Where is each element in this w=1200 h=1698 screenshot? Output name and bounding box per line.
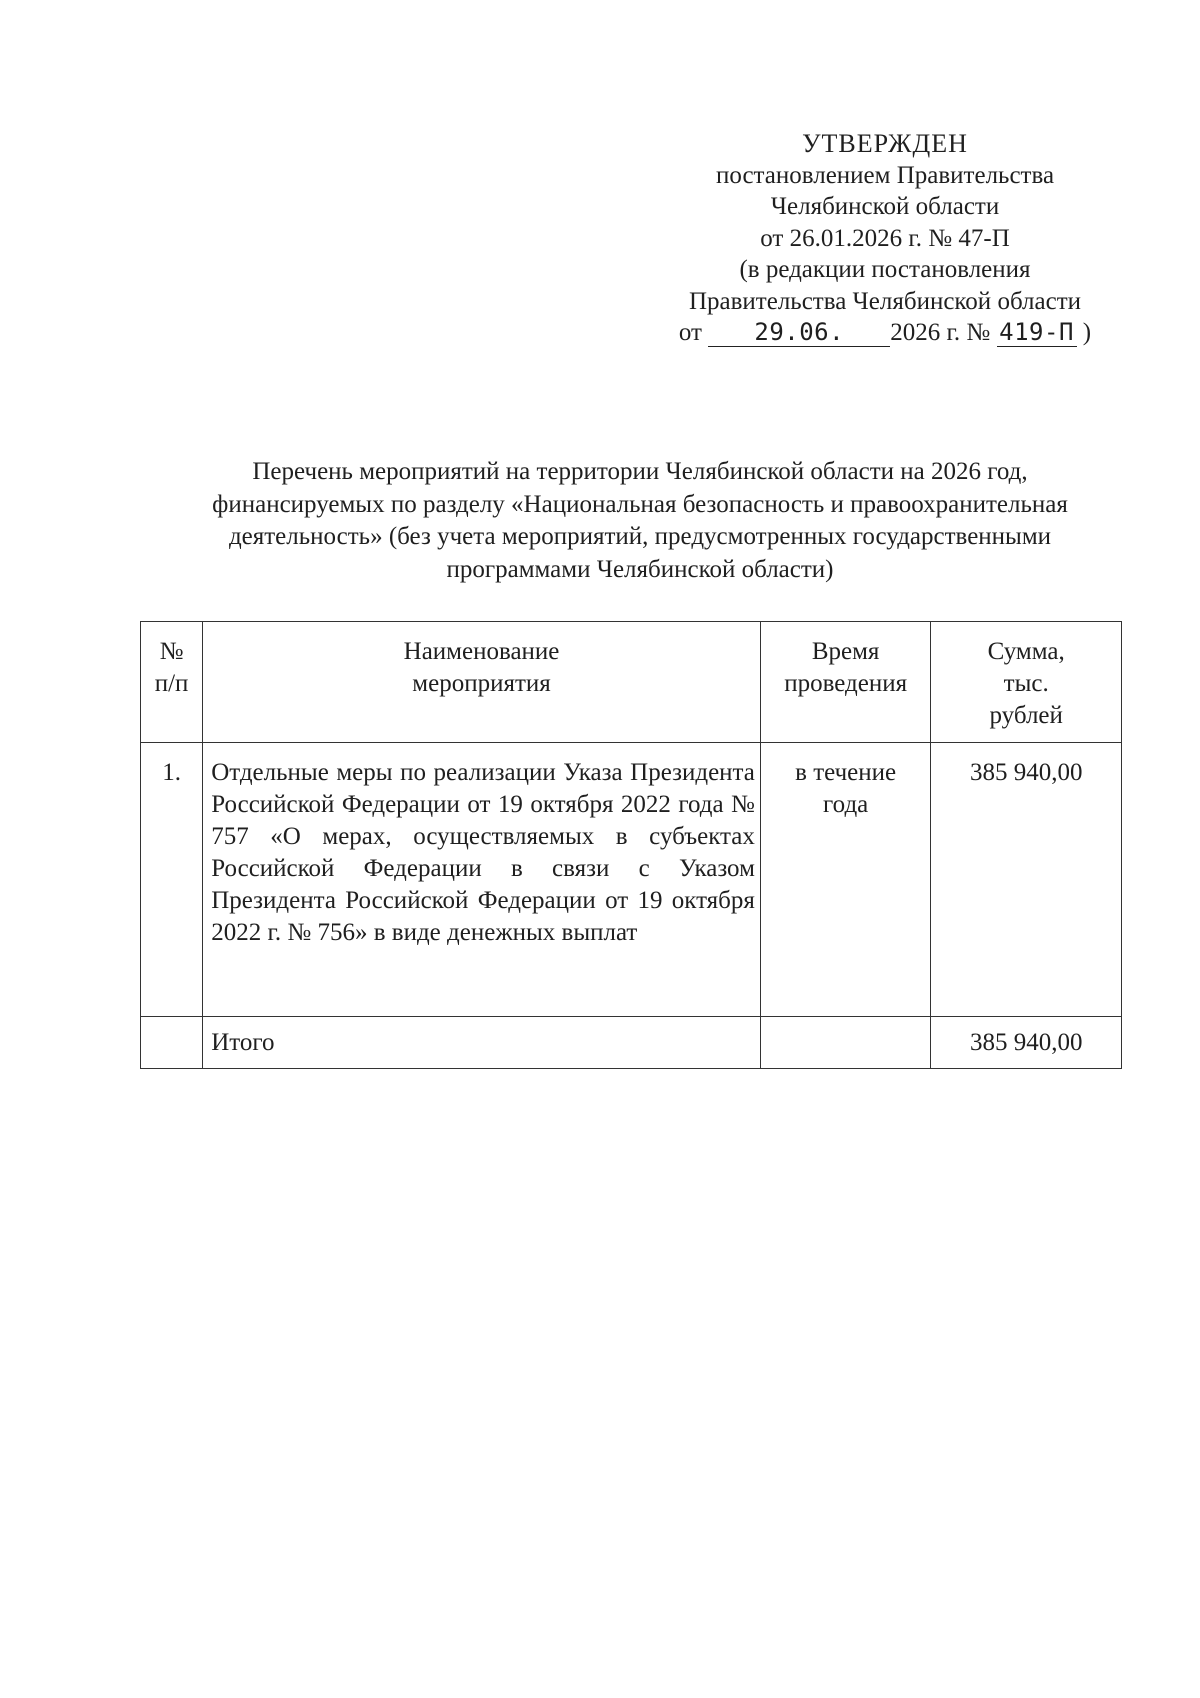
document-title [150,456,1130,586]
header-number-line: № [159,638,184,665]
header-sum-line: рублей [989,702,1063,729]
header-sum-line: Сумма, [987,638,1065,665]
approval-line: от 26.01.2026 г. № 47-П [760,224,1010,252]
header-time-line: проведения [784,670,908,697]
amendment-number-field [997,319,1077,347]
table-header-row [141,622,1122,743]
title-line: финансируемых по разделу «Национальная безопасность и правоохранительная [212,490,1068,518]
total-sum: 385 940,00 [931,1017,1122,1069]
row-time-line: в течение [795,759,897,786]
title-line: Перечень мероприятий на территории Челябинской области на 2026 год, [252,458,1028,485]
total-number-cell [141,1017,203,1069]
title-line: деятельность» (без учета мероприятий, предусмотренных государственными [228,523,1052,550]
header-sum [931,622,1122,743]
amendment-line [640,317,1130,349]
title-line: программами Челябинской области) [446,555,834,583]
row-time [760,743,931,1017]
row-number: 1. [141,743,203,1017]
row-time-line: года [823,791,869,818]
table-row [141,743,1122,1017]
header-number [141,622,203,743]
amendment-year: 2026 г. № [890,319,991,346]
header-sum-line: тыс. [1003,670,1049,697]
header-name-line: мероприятия [412,670,551,697]
approval-heading: УТВЕРЖДЕН [802,129,968,158]
amendment-date: 29.06. [754,318,845,346]
approval-line: Челябинской области [770,193,1000,220]
approval-stamp-block [640,128,1130,349]
amendment-suffix: ) [1082,319,1092,346]
header-time-line: Время [811,638,880,665]
header-name-line: Наименование [403,638,560,665]
amendment-prefix: от [678,319,702,346]
total-label: Итого [203,1017,761,1069]
table-total-row [141,1017,1122,1069]
header-time [760,622,931,743]
approval-line: постановлением Правительства [715,161,1055,189]
header-name [203,622,761,743]
row-activity-name: Отдельные меры по реализации Указа Президента Российской Федерации от 19 октября 2022 года № 757 «О мерах, осуществляемых в субъектах Российской Федерации в связи с Указом Президента Российской Федерации от 19 октября 2022 г. № 756» в виде денежных выплат [203,743,761,1017]
header-number-line: п/п [154,670,189,697]
amendment-date-field [708,319,890,347]
amendment-number: 419-П [999,318,1074,346]
total-time-cell [760,1017,931,1069]
row-sum: 385 940,00 [931,743,1122,1017]
activities-table [140,621,1122,1069]
approval-line: Правительства Челябинской области [688,287,1082,315]
approval-line: (в редакции постановления [739,256,1031,283]
